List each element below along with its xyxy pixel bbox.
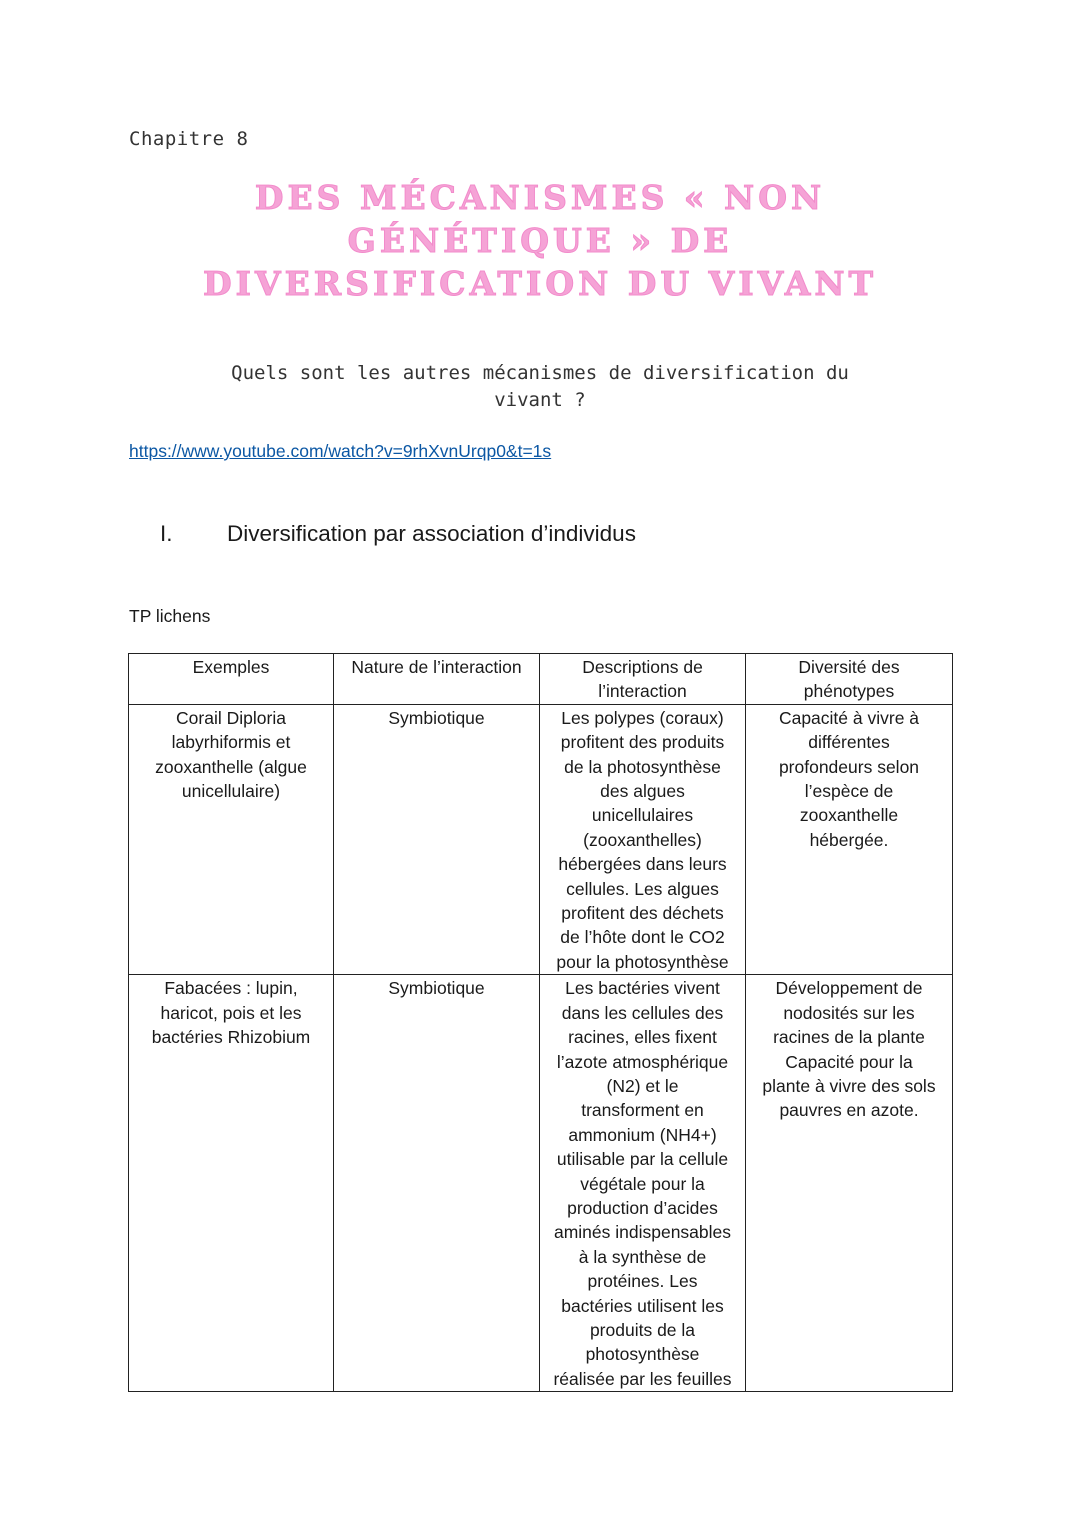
table-row <box>129 975 953 1392</box>
header-descriptions-text: Descriptions de l’interaction <box>582 657 703 702</box>
question-line-2: vivant ? <box>494 389 586 411</box>
cell-text: Symbiotique <box>388 978 485 999</box>
header-exemples-text: Exemples <box>192 657 270 677</box>
table-cell <box>540 975 746 1392</box>
table-cell <box>540 704 746 974</box>
header-nature <box>334 654 540 705</box>
interaction-table <box>128 653 953 1392</box>
cell-text: Fabacées : lupin, haricot, pois et les bactéries Rhizobium <box>151 978 311 1048</box>
video-link[interactable]: https://www.youtube.com/watch?v=9rhXvnUrqp0&t=1s <box>129 441 552 461</box>
tp-label: TP lichens <box>129 606 211 626</box>
header-diversite-text: Diversité des phénotypes <box>798 657 900 702</box>
cell-text: Les polypes (coraux) profitent des produits de la photosynthèse des algues unicellulaires (zooxanthelles) hébergées dans leurs cellules. Les algues profitent des déchets de l’hôte dont le CO2 pour la photosynthèse <box>556 707 729 972</box>
section-number: I. <box>160 521 173 546</box>
section-title: Diversification par association d’individus <box>227 521 636 546</box>
title-line-2: GÉNÉTIQUE » DE <box>347 221 733 260</box>
header-exemples <box>129 654 334 705</box>
guiding-question <box>140 360 940 414</box>
document-title <box>120 176 960 305</box>
cell-text: Symbiotique <box>388 707 485 728</box>
title-line-3: DIVERSIFICATION DU VIVANT <box>202 264 878 303</box>
table-cell <box>129 975 334 1392</box>
header-diversite <box>746 654 953 705</box>
table-cell <box>334 704 540 974</box>
header-nature-text: Nature de l’interaction <box>351 657 522 677</box>
table-header-row <box>129 654 953 705</box>
table-cell <box>129 704 334 974</box>
table-cell <box>334 975 540 1392</box>
cell-text: Développement de nodosités sur les racines de la plante Capacité pour la plante à vivre des sols pauvres en azote. <box>762 978 936 1121</box>
header-descriptions <box>540 654 746 705</box>
cell-text: Capacité à vivre à différentes profondeurs selon l’espèce de zooxanthelle hébergée. <box>778 707 920 850</box>
cell-text: Les bactéries vivent dans les cellules des racines, elles fixent l’azote atmosphérique (N2) et le transforment en ammonium (NH4+) utilisable par la cellule végétale pour la production d’acides aminés indispensables à la synthèse de protéines. Les bactéries utilisent les produits de la photosynthèse réalisée par les feuilles <box>553 978 732 1389</box>
table-cell <box>746 975 953 1392</box>
title-line-1: DES MÉCANISMES « NON <box>254 178 826 217</box>
table-row <box>129 704 953 974</box>
question-line-1: Quels sont les autres mécanismes de diversification du <box>231 362 849 384</box>
section-heading <box>160 521 636 547</box>
cell-text: Corail Diploria labyrhiformis et zooxanthelle (algue unicellulaire) <box>155 707 307 802</box>
chapter-label: Chapitre 8 <box>129 128 249 150</box>
table-cell <box>746 704 953 974</box>
